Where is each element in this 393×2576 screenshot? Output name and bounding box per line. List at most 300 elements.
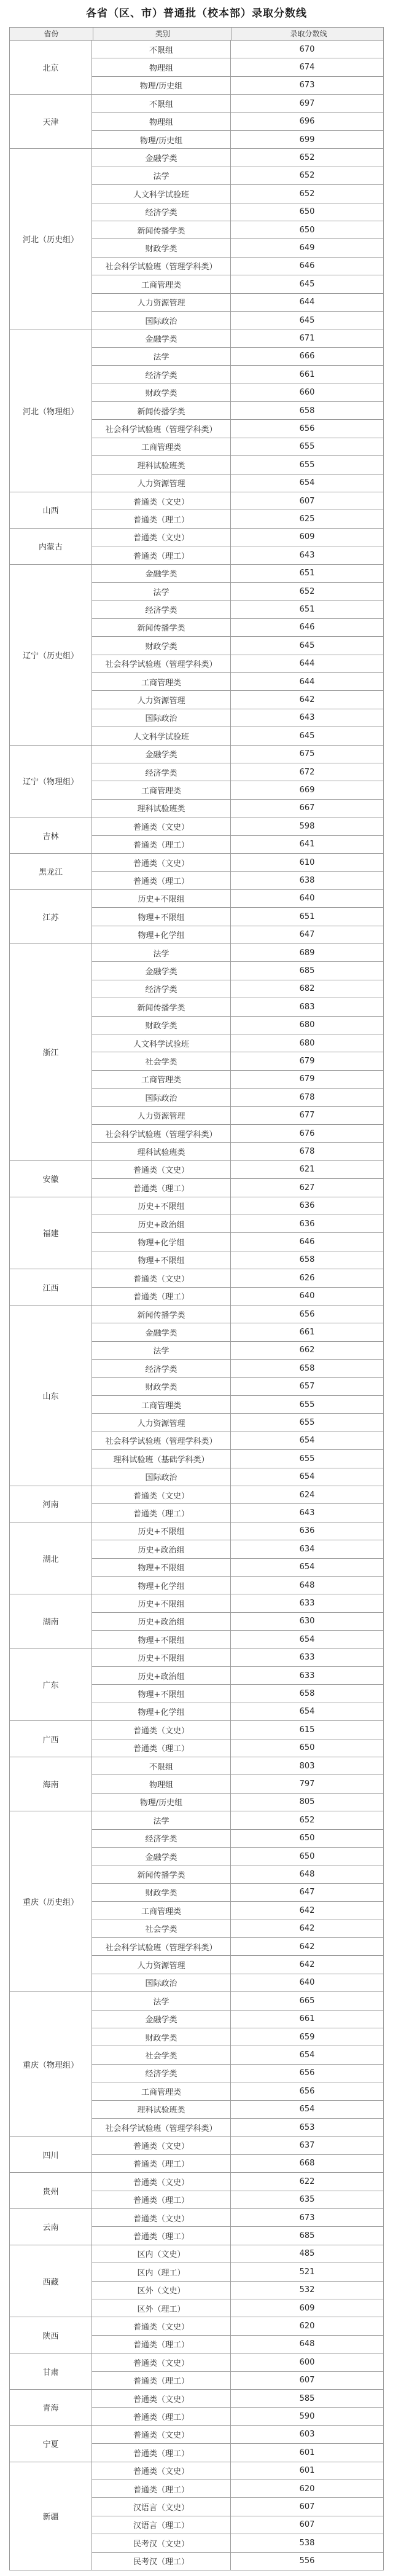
category-cell: 普通类（文史）	[92, 1721, 231, 1739]
category-cell: 不限组	[92, 41, 231, 58]
category-cell: 普通类（文史）	[92, 2173, 231, 2191]
province-cell: 山东	[9, 1306, 92, 1486]
category-cell: 人力资源管理	[92, 1107, 231, 1125]
category-cell: 物理/历史组	[92, 131, 231, 149]
category-cell: 普通类（文史）	[92, 2209, 231, 2227]
category-cell: 物理+不限组	[92, 1685, 231, 1703]
category-cell: 新闻传播学类	[92, 1865, 231, 1883]
score-cell: 634	[231, 1540, 384, 1558]
score-cell: 646	[231, 619, 384, 637]
score-cell: 696	[231, 113, 384, 131]
category-cell: 理科试验班类	[92, 800, 231, 817]
category-cell: 理科试验班类	[92, 1143, 231, 1160]
category-cell: 民考汉（文史）	[92, 2534, 231, 2552]
category-cell: 普通类（理工）	[92, 2155, 231, 2173]
category-cell: 理科试验班类	[92, 456, 231, 474]
category-cell: 国际政治	[92, 709, 231, 727]
category-cell: 财政学类	[92, 384, 231, 402]
category-cell: 经济学类	[92, 1830, 231, 1848]
score-cell: 652	[231, 167, 384, 185]
score-cell: 658	[231, 402, 384, 420]
score-cell: 656	[231, 1306, 384, 1323]
score-cell: 607	[231, 2498, 384, 2516]
category-cell: 金融学类	[92, 746, 231, 763]
category-cell: 普通类（理工）	[92, 546, 231, 564]
category-cell: 国际政治	[92, 1974, 231, 1992]
category-cell: 财政学类	[92, 1378, 231, 1396]
category-cell: 经济学类	[92, 980, 231, 998]
category-cell: 普通类（文史）	[92, 2426, 231, 2444]
score-cell: 645	[231, 275, 384, 293]
category-cell: 普通类（理工）	[92, 2444, 231, 2462]
score-cell: 666	[231, 348, 384, 366]
header-score: 录取分数线	[232, 28, 385, 40]
category-cell: 普通类（文史）	[92, 2462, 231, 2480]
score-cell: 674	[231, 58, 384, 76]
category-cell: 金融学类	[92, 565, 231, 583]
score-cell: 655	[231, 1450, 384, 1468]
score-cell: 655	[231, 438, 384, 456]
category-cell: 法学	[92, 348, 231, 366]
score-cell: 485	[231, 2245, 384, 2263]
category-cell: 工商管理类	[92, 1902, 231, 1920]
score-cell: 521	[231, 2263, 384, 2281]
category-cell: 普通类（理工）	[92, 1504, 231, 1522]
province-cell: 陕西	[9, 2317, 92, 2353]
category-cell: 社会科学试验班（管理学科类）	[92, 420, 231, 438]
score-cell: 650	[231, 1830, 384, 1848]
category-cell: 历史+不限组	[92, 1197, 231, 1215]
score-cell: 633	[231, 1667, 384, 1685]
score-cell: 598	[231, 817, 384, 835]
province-cell: 辽宁（历史组）	[9, 565, 92, 746]
category-cell: 普通类（理工）	[92, 1179, 231, 1197]
score-cell: 642	[231, 1920, 384, 1938]
score-cell: 644	[231, 673, 384, 691]
category-cell: 法学	[92, 1992, 231, 2010]
score-cell: 647	[231, 926, 384, 944]
score-cell: 648	[231, 1577, 384, 1594]
province-cell: 河北（物理组）	[9, 329, 92, 492]
score-cell: 610	[231, 854, 384, 872]
score-cell: 585	[231, 2390, 384, 2408]
score-cell: 603	[231, 2426, 384, 2444]
province-cell: 江苏	[9, 890, 92, 944]
category-cell: 普通类（理工）	[92, 2336, 231, 2353]
score-cell: 651	[231, 601, 384, 618]
score-cell: 678	[231, 1089, 384, 1106]
score-cell: 626	[231, 1269, 384, 1287]
category-cell: 经济学类	[92, 763, 231, 781]
score-cell: 638	[231, 872, 384, 889]
score-cell: 625	[231, 510, 384, 528]
category-cell: 历史+不限组	[92, 1594, 231, 1612]
province-cell: 湖北	[9, 1522, 92, 1595]
category-cell: 社会科学试验班（管理学科类）	[92, 2119, 231, 2137]
category-cell: 普通类（文史）	[92, 854, 231, 872]
category-cell: 人力资源管理	[92, 691, 231, 709]
header-province: 省份	[44, 30, 59, 38]
province-cell: 云南	[9, 2209, 92, 2245]
category-cell: 社会科学试验班（管理学科类）	[92, 1938, 231, 1956]
category-cell: 人力资源管理	[92, 294, 231, 312]
score-cell: 651	[231, 908, 384, 926]
category-cell: 普通类（理工）	[92, 872, 231, 889]
score-cell: 642	[231, 691, 384, 709]
score-cell: 657	[231, 1378, 384, 1396]
score-cell: 656	[231, 2065, 384, 2082]
score-cell: 624	[231, 1486, 384, 1504]
category-cell: 人文科学试验班	[92, 727, 231, 745]
category-cell: 人文科学试验班	[92, 1034, 231, 1052]
category-cell: 普通类（理工）	[92, 1739, 231, 1757]
category-cell: 经济学类	[92, 2065, 231, 2082]
score-cell: 653	[231, 2119, 384, 2137]
category-cell: 历史+政治组	[92, 1540, 231, 1558]
category-cell: 区外（理工）	[92, 2299, 231, 2317]
category-cell: 工商管理类	[92, 2082, 231, 2100]
province-cell: 黑龙江	[9, 854, 92, 890]
score-cell: 635	[231, 2191, 384, 2209]
category-cell: 物理+化学组	[92, 1577, 231, 1594]
category-cell: 新闻传播学类	[92, 221, 231, 239]
score-cell: 654	[231, 1631, 384, 1648]
category-cell: 历史+不限组	[92, 890, 231, 908]
category-cell: 普通类（理工）	[92, 510, 231, 528]
score-cell: 633	[231, 1594, 384, 1612]
score-cell: 640	[231, 890, 384, 908]
category-cell: 社会科学试验班（管理学科类）	[92, 1125, 231, 1143]
score-cell: 652	[231, 149, 384, 167]
score-cell: 630	[231, 1613, 384, 1631]
category-cell: 物理+化学组	[92, 1233, 231, 1251]
score-cell: 601	[231, 2444, 384, 2462]
score-cell: 680	[231, 1017, 384, 1034]
category-cell: 普通类（文史）	[92, 817, 231, 835]
category-cell: 普通类（文史）	[92, 1486, 231, 1504]
category-cell: 物理+不限组	[92, 1559, 231, 1577]
category-cell: 法学	[92, 167, 231, 185]
score-cell: 665	[231, 1992, 384, 2010]
score-cell: 642	[231, 1956, 384, 1974]
score-cell: 654	[231, 1432, 384, 1450]
category-cell: 经济学类	[92, 366, 231, 384]
category-cell: 法学	[92, 583, 231, 601]
category-cell: 物理组	[92, 58, 231, 76]
category-cell: 普通类（文史）	[92, 492, 231, 510]
category-cell: 金融学类	[92, 1323, 231, 1341]
category-cell: 法学	[92, 1342, 231, 1360]
score-cell: 654	[231, 1703, 384, 1721]
score-cell: 627	[231, 1179, 384, 1197]
score-cell: 633	[231, 1649, 384, 1667]
province-cell: 海南	[9, 1757, 92, 1811]
category-cell: 物理+不限组	[92, 1251, 231, 1269]
province-cell: 福建	[9, 1197, 92, 1270]
category-cell: 社会科学试验班（管理学科类）	[92, 1432, 231, 1450]
category-cell: 社会科学试验班（管理学科类）	[92, 258, 231, 275]
score-cell: 538	[231, 2534, 384, 2552]
score-cell: 620	[231, 2317, 384, 2335]
province-cell: 四川	[9, 2137, 92, 2173]
score-cell: 641	[231, 836, 384, 854]
score-cell: 590	[231, 2408, 384, 2425]
score-cell: 803	[231, 1757, 384, 1775]
score-cell: 655	[231, 1414, 384, 1432]
score-cell: 658	[231, 1360, 384, 1377]
category-cell: 经济学类	[92, 203, 231, 221]
province-cell: 天津	[9, 95, 92, 149]
score-cell: 646	[231, 258, 384, 275]
score-cell: 650	[231, 1739, 384, 1757]
category-cell: 物理/历史组	[92, 77, 231, 95]
category-cell: 法学	[92, 1811, 231, 1829]
score-cell: 652	[231, 583, 384, 601]
category-cell: 新闻传播学类	[92, 1306, 231, 1323]
score-cell: 648	[231, 1865, 384, 1883]
score-cell: 636	[231, 1215, 384, 1233]
category-cell: 历史+不限组	[92, 1649, 231, 1667]
category-cell: 金融学类	[92, 1848, 231, 1865]
score-cell: 649	[231, 239, 384, 257]
category-cell: 历史+政治组	[92, 1667, 231, 1685]
category-cell: 汉语言（理工）	[92, 2516, 231, 2534]
score-cell: 656	[231, 2082, 384, 2100]
province-cell: 河北（历史组）	[9, 149, 92, 329]
category-cell: 理科试验班类	[92, 2101, 231, 2119]
category-cell: 汉语言（文史）	[92, 2498, 231, 2516]
province-cell: 甘肃	[9, 2353, 92, 2390]
category-cell: 普通类（文史）	[92, 2390, 231, 2408]
category-cell: 财政学类	[92, 2028, 231, 2046]
score-cell: 675	[231, 746, 384, 763]
category-cell: 工商管理类	[92, 438, 231, 456]
province-cell: 新疆	[9, 2462, 92, 2570]
score-cell: 678	[231, 1143, 384, 1160]
score-cell: 699	[231, 131, 384, 149]
category-cell: 物理+不限组	[92, 1631, 231, 1648]
score-cell: 640	[231, 1974, 384, 1992]
score-cell: 650	[231, 221, 384, 239]
category-cell: 普通类（理工）	[92, 2408, 231, 2425]
score-cell: 636	[231, 1522, 384, 1540]
score-cell: 609	[231, 2299, 384, 2317]
category-cell: 物理+化学组	[92, 926, 231, 944]
category-cell: 法学	[92, 944, 231, 962]
score-cell: 644	[231, 655, 384, 673]
score-cell: 600	[231, 2353, 384, 2371]
score-cell: 689	[231, 944, 384, 962]
score-cell: 673	[231, 77, 384, 95]
category-cell: 新闻传播学类	[92, 402, 231, 420]
score-cell: 652	[231, 185, 384, 203]
category-cell: 社会科学试验班（管理学科类）	[92, 655, 231, 673]
score-cell: 620	[231, 2480, 384, 2498]
category-cell: 普通类（文史）	[92, 529, 231, 546]
province-cell: 广西	[9, 1721, 92, 1757]
table-header-row	[9, 27, 384, 41]
score-cell: 654	[231, 1559, 384, 1577]
category-cell: 工商管理类	[92, 275, 231, 293]
province-cell: 宁夏	[9, 2426, 92, 2462]
category-cell: 普通类（文史）	[92, 2317, 231, 2335]
score-cell: 622	[231, 2173, 384, 2191]
score-cell: 805	[231, 1794, 384, 1811]
province-cell: 重庆（物理组）	[9, 1992, 92, 2137]
score-cell: 683	[231, 998, 384, 1016]
category-cell: 区内（文史）	[92, 2245, 231, 2263]
province-cell: 广东	[9, 1649, 92, 1722]
category-cell: 工商管理类	[92, 781, 231, 799]
category-cell: 新闻传播学类	[92, 619, 231, 637]
score-cell: 643	[231, 546, 384, 564]
category-cell: 人文科学试验班	[92, 185, 231, 203]
score-cell: 659	[231, 2028, 384, 2046]
category-cell: 国际政治	[92, 312, 231, 329]
score-cell: 648	[231, 2336, 384, 2353]
score-cell: 672	[231, 763, 384, 781]
category-cell: 区外（文史）	[92, 2282, 231, 2299]
score-cell: 658	[231, 1685, 384, 1703]
category-cell: 人力资源管理	[92, 475, 231, 492]
score-cell: 676	[231, 1125, 384, 1143]
category-cell: 经济学类	[92, 601, 231, 618]
score-cell: 685	[231, 962, 384, 980]
score-cell: 661	[231, 366, 384, 384]
category-cell: 人力资源管理	[92, 1414, 231, 1432]
category-cell: 普通类（理工）	[92, 2372, 231, 2390]
category-cell: 理科试验班（基础学科类）	[92, 1450, 231, 1468]
score-cell: 697	[231, 95, 384, 112]
score-cell: 644	[231, 294, 384, 312]
score-cell: 660	[231, 384, 384, 402]
score-cell: 654	[231, 2046, 384, 2064]
category-cell: 普通类（理工）	[92, 2227, 231, 2245]
score-cell: 640	[231, 1288, 384, 1306]
category-cell: 金融学类	[92, 2011, 231, 2028]
score-cell: 656	[231, 420, 384, 438]
category-cell: 国际政治	[92, 1468, 231, 1486]
score-cell: 647	[231, 1884, 384, 1902]
category-cell: 区内（理工）	[92, 2263, 231, 2281]
category-cell: 国际政治	[92, 1089, 231, 1106]
category-cell: 物理+化学组	[92, 1703, 231, 1721]
category-cell: 金融学类	[92, 329, 231, 347]
province-cell: 辽宁（物理组）	[9, 746, 92, 818]
score-cell: 673	[231, 2209, 384, 2227]
score-cell: 645	[231, 727, 384, 745]
score-cell: 601	[231, 2462, 384, 2480]
score-cell: 662	[231, 1342, 384, 1360]
category-cell: 不限组	[92, 95, 231, 112]
score-cell: 621	[231, 1161, 384, 1179]
category-cell: 工商管理类	[92, 673, 231, 691]
score-cell: 661	[231, 1323, 384, 1341]
category-cell: 新闻传播学类	[92, 998, 231, 1016]
province-cell: 北京	[9, 41, 92, 95]
score-cell: 669	[231, 781, 384, 799]
score-cell: 532	[231, 2282, 384, 2299]
category-cell: 财政学类	[92, 637, 231, 655]
category-cell: 财政学类	[92, 239, 231, 257]
category-cell: 物理组	[92, 113, 231, 131]
score-cell: 643	[231, 1504, 384, 1522]
category-cell: 工商管理类	[92, 1396, 231, 1414]
score-cell: 682	[231, 980, 384, 998]
score-cell: 670	[231, 41, 384, 58]
score-cell: 615	[231, 1721, 384, 1739]
score-cell: 651	[231, 565, 384, 583]
score-cell: 650	[231, 1848, 384, 1865]
province-cell: 内蒙古	[9, 529, 92, 565]
category-cell: 普通类（文史）	[92, 2137, 231, 2154]
score-cell: 680	[231, 1034, 384, 1052]
province-cell: 青海	[9, 2390, 92, 2426]
score-cell: 658	[231, 1251, 384, 1269]
category-cell: 社会学类	[92, 2046, 231, 2064]
province-cell: 山西	[9, 492, 92, 529]
score-cell: 642	[231, 1938, 384, 1956]
score-cell: 645	[231, 637, 384, 655]
score-cell: 685	[231, 2227, 384, 2245]
category-cell: 财政学类	[92, 1884, 231, 1902]
province-cell: 湖南	[9, 1594, 92, 1648]
category-cell: 财政学类	[92, 1017, 231, 1034]
score-cell: 642	[231, 1902, 384, 1920]
score-cell: 652	[231, 1811, 384, 1829]
score-cell: 655	[231, 1396, 384, 1414]
score-cell: 636	[231, 1197, 384, 1215]
score-cell: 645	[231, 312, 384, 329]
province-cell: 江西	[9, 1269, 92, 1306]
score-cell: 679	[231, 1052, 384, 1070]
score-cell: 556	[231, 2553, 384, 2570]
score-cell: 607	[231, 492, 384, 510]
category-cell: 经济学类	[92, 1360, 231, 1377]
score-cell: 654	[231, 2101, 384, 2119]
category-cell: 社会学类	[92, 1052, 231, 1070]
province-cell: 重庆（历史组）	[9, 1811, 92, 1992]
category-cell: 普通类（文史）	[92, 2353, 231, 2371]
category-cell: 社会学类	[92, 1920, 231, 1938]
score-cell: 671	[231, 329, 384, 347]
category-cell: 普通类（理工）	[92, 1288, 231, 1306]
category-cell: 历史+政治组	[92, 1215, 231, 1233]
score-cell: 679	[231, 1071, 384, 1089]
category-cell: 普通类（理工）	[92, 836, 231, 854]
province-cell: 安徽	[9, 1161, 92, 1197]
score-cell: 667	[231, 800, 384, 817]
category-cell: 物理/历史组	[92, 1794, 231, 1811]
category-cell: 工商管理类	[92, 1071, 231, 1089]
category-cell: 历史+不限组	[92, 1522, 231, 1540]
category-cell: 金融学类	[92, 962, 231, 980]
category-cell: 物理+不限组	[92, 908, 231, 926]
score-cell: 655	[231, 456, 384, 474]
score-cell: 637	[231, 2137, 384, 2154]
province-cell: 贵州	[9, 2173, 92, 2209]
category-cell: 历史+政治组	[92, 1613, 231, 1631]
score-cell: 668	[231, 2155, 384, 2173]
score-cell: 607	[231, 2516, 384, 2534]
score-cell: 661	[231, 2011, 384, 2028]
province-cell: 吉林	[9, 817, 92, 854]
header-category: 类别	[93, 28, 232, 40]
province-cell: 河南	[9, 1486, 92, 1522]
score-cell: 643	[231, 709, 384, 727]
category-cell: 普通类（理工）	[92, 2191, 231, 2209]
score-cell: 654	[231, 1468, 384, 1486]
